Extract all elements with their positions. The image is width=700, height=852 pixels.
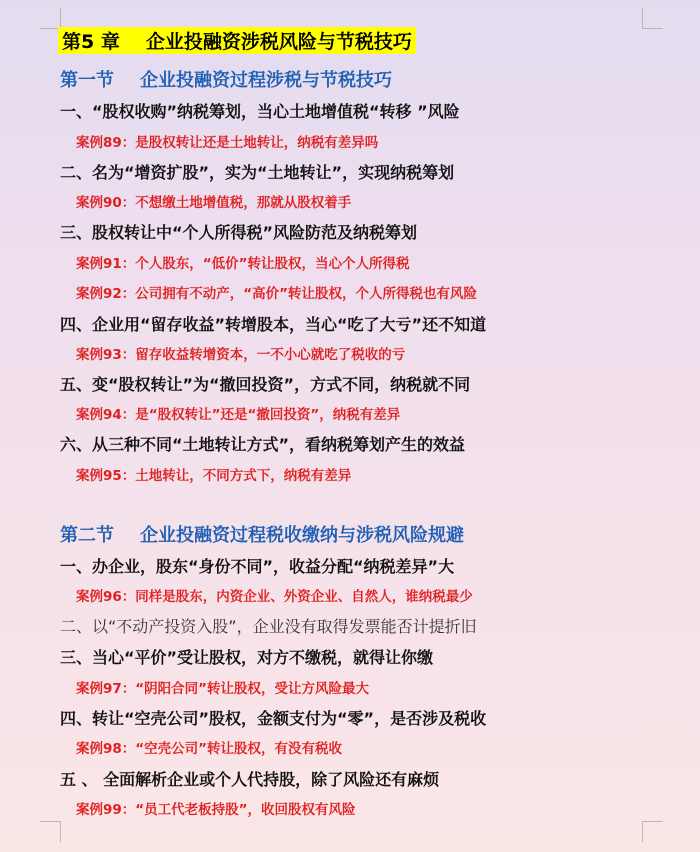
case-line: 案例90：不想缴土地增值税，那就从股权着手 bbox=[76, 195, 352, 211]
chapter-title bbox=[58, 27, 416, 54]
case-line: 案例95：土地转让，不同方式下，纳税有差异 bbox=[76, 468, 352, 484]
section-number: 第一节 bbox=[60, 70, 114, 91]
page-corner-mark-top-right bbox=[642, 8, 663, 29]
case-line: 案例94：是“股权转让”还是“撤回投资”，纳税有差异 bbox=[76, 407, 401, 423]
case-line: 案例97：“阴阳合同”转让股权，受让方风险最大 bbox=[76, 681, 370, 697]
item-heading: 五、变“股权转让”为“撤回投资”，方式不同，纳税就不同 bbox=[60, 375, 471, 394]
section-name: 企业投融资过程税收缴纳与涉税风险规避 bbox=[140, 525, 464, 546]
chapter-name: 企业投融资涉税风险与节税技巧 bbox=[145, 31, 412, 53]
case-line: 案例98：“空壳公司”转让股权，有没有税收 bbox=[76, 741, 343, 757]
case-line: 案例99：“员工代老板持股”，收回股权有风险 bbox=[76, 802, 356, 818]
page-corner-mark-bottom-right bbox=[642, 821, 663, 842]
section-title-1 bbox=[60, 66, 392, 92]
case-line: 案例93：留存收益转增资本，一不小心就吃了税收的亏 bbox=[76, 347, 406, 363]
item-heading: 二、以“不动产投资入股”，企业没有取得发票能否计提折旧 bbox=[60, 617, 477, 636]
section-name: 企业投融资过程涉税与节税技巧 bbox=[140, 70, 392, 91]
item-heading: 一、办企业，股东“身份不同”，收益分配“纳税差异”大 bbox=[60, 557, 455, 576]
item-heading: 四、转让“空壳公司”股权，金额支付为“零”，是否涉及税收 bbox=[60, 709, 487, 728]
item-heading: 一、“股权收购”纳税筹划，当心土地增值税“转移 ”风险 bbox=[60, 102, 460, 121]
page-corner-mark-top-left bbox=[40, 8, 61, 29]
item-heading: 五 、 全面解析企业或个人代持股，除了风险还有麻烦 bbox=[60, 770, 440, 789]
case-line: 案例91：个人股东，“低价”转让股权，当心个人所得税 bbox=[76, 256, 410, 272]
item-heading: 三、股权转让中“个人所得税”风险防范及纳税筹划 bbox=[60, 223, 418, 242]
item-heading: 四、企业用“留存收益”转增股本，当心“吃了大亏”还不知道 bbox=[60, 315, 487, 334]
chapter-number: 第5 章 bbox=[62, 31, 120, 53]
case-line: 案例89：是股权转让还是土地转让，纳税有差异吗 bbox=[76, 135, 379, 151]
item-heading: 三、当心“平价”受让股权，对方不缴税，就得让你缴 bbox=[60, 648, 434, 667]
item-heading: 六、从三种不同“土地转让方式”，看纳税筹划产生的效益 bbox=[60, 435, 466, 454]
section-title-2 bbox=[60, 521, 464, 547]
section-number: 第二节 bbox=[60, 525, 114, 546]
page-corner-mark-bottom-left bbox=[40, 821, 61, 842]
item-heading: 二、名为“增资扩股”，实为“土地转让”，实现纳税筹划 bbox=[60, 163, 455, 182]
case-line: 案例92：公司拥有不动产，“高价”转让股权，个人所得税也有风险 bbox=[76, 286, 478, 302]
case-line: 案例96：同样是股东，内资企业、外资企业、自然人，谁纳税最少 bbox=[76, 589, 473, 605]
